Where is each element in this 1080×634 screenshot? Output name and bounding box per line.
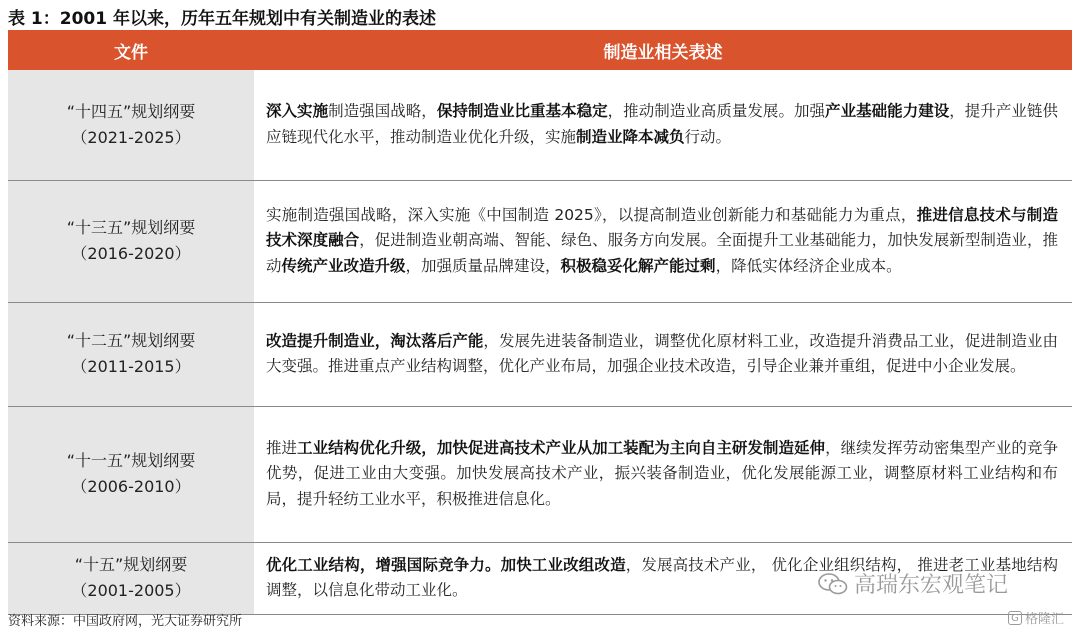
description-cell [254,302,1072,406]
watermark-text: 高瑞东宏观笔记 [854,573,1009,598]
document-years: （2016-2020） [71,244,191,263]
description-text: ，提升产业链供应链现代化水平，推动制造业优化升级，实施 [266,102,1058,146]
table-row [8,302,1072,406]
description-text: ，加强质量品牌建设， [405,256,561,275]
description-text: 推进 [266,438,298,457]
description-cell [254,180,1072,302]
emphasized-text: 推进信息技术与制造技术深度融合 [266,205,1058,250]
document-name: “十一五”规划纲要 [66,451,196,470]
header-document: 文件 [8,30,254,70]
emphasized-text: 工业结构优化升级，加快促进高技术产业从加工装配为主向自主研发制造延伸 [297,438,826,457]
table-row [8,406,1072,542]
document-cell [8,302,254,406]
description-text: ，继续发挥劳动密集型产业的竞争优势，促进工业由大变强。加快发展高技术产业，振兴装备制造业，优化发展能源工业，调整原材料工业结构和布局，提升轻纺工业水平，积极推进信息化。 [266,438,1058,508]
document-name: “十二五”规划纲要 [66,331,196,350]
table-row [8,70,1072,180]
emphasized-text: 优化工业结构，增强国际竞争力。加快工业改组改造 [266,555,626,574]
source-note: 资料来源：中国政府网，光大证券研究所 [8,614,243,629]
description-text: 实施制造强国战略，深入实施《中国制造 2025》，以提高制造业创新能力和基础能力为重点， [266,205,917,224]
table-row [8,180,1072,302]
description-cell [254,70,1072,180]
emphasized-text: 保持制造业比重基本稳定 [436,102,608,121]
emphasized-text: 产业基础能力建设 [825,102,950,121]
description-text: ，降低实体经济企业成本。 [715,256,902,275]
watermark [818,568,1008,599]
document-cell [8,180,254,302]
emphasized-text: 深入实施 [266,102,329,121]
emphasized-text: 传统产业改造升级 [281,256,406,275]
document-cell [8,70,254,180]
document-years: （2001-2005） [71,581,191,600]
gelonghui-watermark [1008,608,1064,627]
description-text: ，促进制造业朝高端、智能、绿色、服务方向发展。全面提升工业基础能力，加快发展新型制造业，推动 [266,231,1058,275]
description-text: ，推动制造业高质量发展。加强 [607,102,826,121]
header-description: 制造业相关表述 [254,30,1072,70]
document-name: “十三五”规划纲要 [66,218,196,237]
document-years: （2021-2025） [71,127,191,147]
document-cell [8,542,254,614]
emphasized-text: 积极稳妥化解产能过剩 [560,256,716,275]
description-text: ，发展高技术产业， 优化企业组织结构， 推进老工业基地结构调整，以信息化带动工业化。 [266,555,1058,599]
gelonghui-logo-icon: G [1008,611,1022,625]
document-years: （2011-2015） [71,357,191,376]
description-text: ，发展先进装备制造业，调整优化原材料工业，改造提升消费品工业，促进制造业由大变强。推进重点产业结构调整，优化产业布局，加强企业技术改造，引导企业兼并重组，促进中小企业发展。 [266,331,1058,375]
table-title: 表 1：2001 年以来，历年五年规划中有关制造业的表述 [8,9,436,29]
emphasized-text: 改造提升制造业，淘汰落后产能 [266,331,484,350]
document-cell [8,406,254,542]
emphasized-text: 制造业降本减负 [576,127,685,146]
wechat-icon [818,573,848,595]
plans-table [8,30,1072,615]
document-name: “十五”规划纲要 [74,555,188,574]
document-name: “十四五”规划纲要 [66,101,196,121]
description-cell [254,406,1072,542]
gelonghui-logo-text: 格隆汇 [1025,612,1065,627]
document-years: （2006-2010） [71,477,191,496]
description-text: 行动。 [684,127,732,146]
description-text: 制造强国战略， [328,102,437,121]
table-header-row [8,30,1072,70]
